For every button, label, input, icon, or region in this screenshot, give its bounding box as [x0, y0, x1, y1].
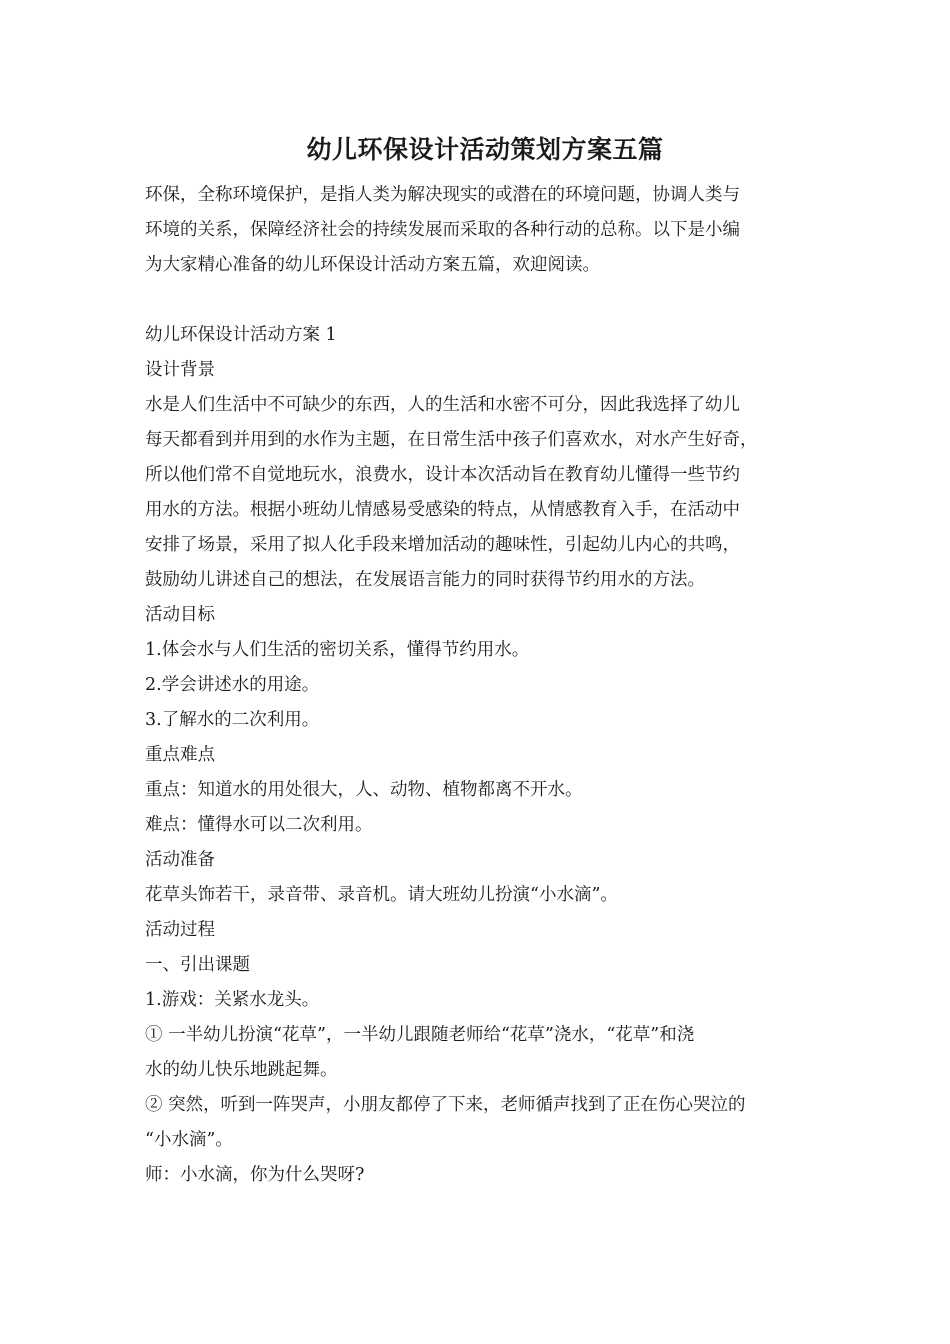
document-body: [145, 318, 825, 1193]
list-item: 2.学会讲述水的用途。: [145, 675, 320, 695]
subheading: 活动过程: [145, 920, 215, 940]
paragraph-gap: [145, 283, 825, 318]
body-line: 师：小水滴，你为什么哭呀?: [145, 1165, 365, 1185]
intro-line: 为大家精心准备的幼儿环保设计活动方案五篇，欢迎阅读。: [145, 255, 600, 275]
subheading: 设计背景: [145, 360, 215, 380]
body-line: ② 突然，听到一阵哭声，小朋友都停了下来，老师循声找到了正在伤心哭泣的: [145, 1095, 746, 1115]
document-title: 幼儿环保设计活动策划方案五篇: [306, 135, 664, 164]
body-line: ① 一半幼儿扮演“花草”，一半幼儿跟随老师给“花草”浇水，“花草”和浇: [145, 1025, 695, 1045]
document-page: [145, 126, 825, 1193]
body-line: 重点：知道水的用处很大，人、动物、植物都离不开水。: [145, 780, 583, 800]
list-item: 1.体会水与人们生活的密切关系，懂得节约用水。: [145, 640, 530, 660]
body-line: 鼓励幼儿讲述自己的想法，在发展语言能力的同时获得节约用水的方法。: [145, 570, 705, 590]
subheading: 活动准备: [145, 850, 215, 870]
body-line: 用水的方法。根据小班幼儿情感易受感染的特点，从情感教育入手，在活动中: [145, 500, 740, 520]
intro-line: 环保，全称环境保护，是指人类为解决现实的或潜在的环境问题，协调人类与: [145, 185, 740, 205]
subheading: 重点难点: [145, 745, 215, 765]
body-line: “小水滴”。: [145, 1130, 233, 1150]
body-line: 花草头饰若干，录音带、录音机。请大班幼儿扮演“小水滴”。: [145, 885, 618, 905]
subheading: 一、引出课题: [145, 955, 250, 975]
intro-paragraph: [145, 178, 825, 283]
intro-line: 环境的关系，保障经济社会的持续发展而采取的各种行动的总称。以下是小编: [145, 220, 740, 240]
list-item: 1.游戏：关紧水龙头。: [145, 990, 320, 1010]
body-line: 水的幼儿快乐地跳起舞。: [145, 1060, 338, 1080]
body-line: 每天都看到并用到的水作为主题，在日常生活中孩子们喜欢水，对水产生好奇，: [145, 430, 758, 450]
body-line: 安排了场景，采用了拟人化手段来增加活动的趣味性，引起幼儿内心的共鸣，: [145, 535, 740, 555]
body-line: 难点：懂得水可以二次利用。: [145, 815, 373, 835]
body-line: 水是人们生活中不可缺少的东西，人的生活和水密不可分，因此我选择了幼儿: [145, 395, 740, 415]
subheading: 活动目标: [145, 605, 215, 625]
body-line: 所以他们常不自觉地玩水，浪费水，设计本次活动旨在教育幼儿懂得一些节约: [145, 465, 740, 485]
section-heading: 幼儿环保设计活动方案 1: [145, 325, 337, 345]
list-item: 3.了解水的二次利用。: [145, 710, 320, 730]
